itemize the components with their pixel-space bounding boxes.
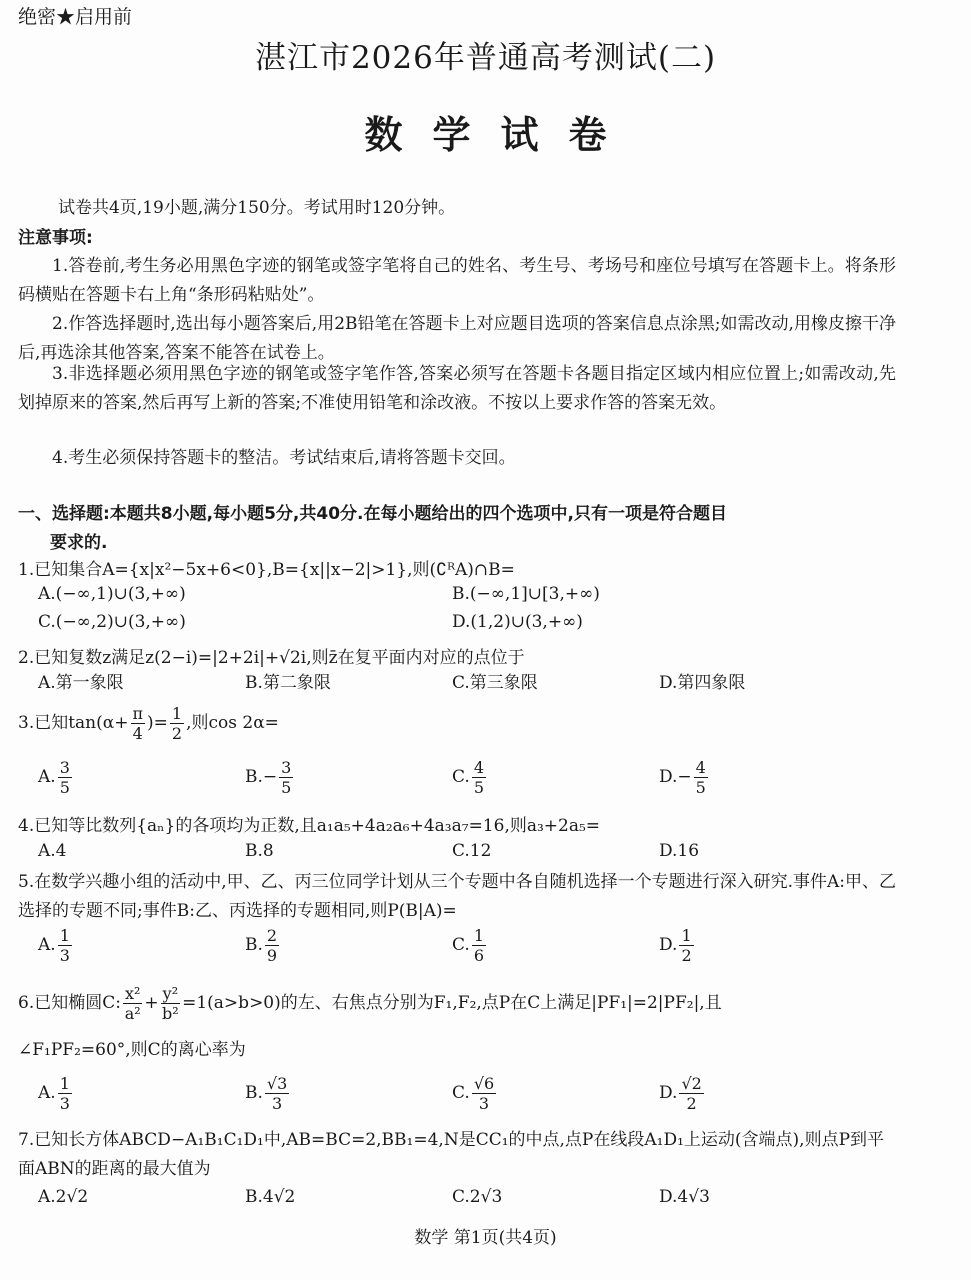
question-2-option-a: A.第一象限 [38,673,124,693]
option-fraction [472,758,486,797]
question-3-stem [18,704,898,743]
fraction-den: 5 [473,778,484,797]
exam-info: 试卷共4页,19小题,满分150分。考试用时120分钟。 [58,198,456,218]
option-label: B. [245,935,263,955]
option-fraction [679,926,693,965]
fraction-num: 1 [473,926,484,945]
fraction-den: 6 [473,946,484,965]
question-2-option-b: B.第二象限 [245,673,331,693]
question-6-option-d [659,1074,706,1113]
fraction-num: 3 [59,758,70,777]
question-4-option-a: A.4 [38,841,67,861]
question-6-option-b [245,1074,291,1113]
fraction-den: 3 [59,1094,70,1113]
option-label: A. [38,935,56,955]
question-3-option-b [245,758,295,797]
section-heading-line2: 要求的. [50,533,108,553]
option-label: B. [245,1083,263,1103]
option-fraction [265,1074,289,1113]
section-heading [18,500,898,558]
question-4-stem: 4.已知等比数列{aₙ}的各项均为正数,且a₁a₅+4a₂a₆+4a₃a₇=16,则a₃+2a₅= [18,816,601,836]
question-6-option-c [452,1074,498,1113]
question-6-stem [18,984,898,1023]
fraction-den: 9 [266,946,278,965]
question-7-option-c: C.2√3 [452,1187,503,1207]
q6-plus: + [144,993,159,1013]
question-2-stem: 2.已知复数z满足z(2−i)=|2+2i|+√2i,则z̄在复平面内对应的点位于 [18,648,525,668]
fraction-den: 3 [272,1094,283,1113]
q3-stem-start: 3.已知tan [18,713,97,733]
q3-pi-num: π [132,704,144,723]
q6-y-den: b² [162,1004,179,1023]
fraction-den: 5 [59,778,70,797]
question-1-option-c: C.(−∞,2)∪(3,+∞) [38,612,186,632]
question-7-stem: 7.已知长方体ABCD−A₁B₁C₁D₁中,AB=BC=2,BB₁=4,N是CC₁的中点,点P在线段A₁D₁上运动(含端点),则点P到平面ABN的距离的最大值为 [18,1130,885,1179]
question-6-option-a [38,1074,74,1113]
notice-item-4: 4.考生必须保持答题卡的整洁。考试结束后,请将答题卡交回。 [52,448,516,468]
q6-x-num: x² [124,984,141,1003]
fraction-den: 5 [695,778,706,797]
option-fraction [472,926,486,965]
question-7-option-a: A.2√2 [38,1187,89,1207]
fraction-den: 3 [478,1094,490,1113]
q6-y-fraction [161,984,180,1023]
section-heading-line1: 一、选择题:本题共8小题,每小题5分,共40分.在每小题给出的四个选项中,只有一项是符合题目 [18,504,727,524]
page-footer: 数学 第1页(共4页) [414,1228,557,1248]
fraction-num: 1 [59,926,70,945]
option-label: C. [452,935,470,955]
question-4-option-c: C.12 [452,841,492,861]
option-label: D. [659,1083,678,1103]
question-4-option-d: D.16 [659,841,700,861]
fraction-den: 5 [281,778,292,797]
fraction-den: 2 [686,1094,697,1113]
question-5-option-b [245,926,281,965]
option-fraction [679,1074,703,1113]
question-7-option-d: D.4√3 [659,1187,710,1207]
q3-paren-close: )= [147,713,168,733]
question-1-option-b: B.(−∞,1]∪[3,+∞) [452,584,600,604]
option-label: D.− [659,767,692,787]
q6-x-den: a² [124,1004,141,1023]
notice-item-2: 2.作答选择题时,选出每小题答案后,用2B铅笔在答题卡上对应题目选项的答案信息点涂黑;如需改动,用橡皮擦干净后,再选涂其他答案,答案不能答在试卷上。 [18,314,896,363]
fraction-num: 4 [695,758,706,777]
option-label: C. [452,767,470,787]
question-3-option-c [452,758,488,797]
fraction-num: √3 [266,1074,288,1093]
question-3-option-a [38,758,74,797]
fraction-num: 4 [473,758,484,777]
question-1-option-a: A.(−∞,1)∪(3,+∞) [38,584,186,604]
question-5-stem: 5.在数学兴趣小组的活动中,甲、乙、丙三位同学计划从三个专题中各自随机选择一个专题进行深入研究.事件A:甲、乙选择的专题不同;事件B:乙、丙选择的专题相同,则P(B|A)= [18,872,897,921]
option-fraction [279,758,293,797]
fraction-num: 3 [281,758,292,777]
q6-stem-start: 6.已知椭圆C: [18,993,121,1013]
notice-item-1: 1.答卷前,考生务必用黑色字迹的钢笔或签字笔将自己的姓名、考生号、考场号和座位号填写在答题卡上。将条形码横贴在答题卡右上角“条形码粘贴处”。 [18,256,896,305]
option-fraction [265,926,279,965]
q6-y-num: y² [162,984,179,1003]
option-label: C. [452,1083,470,1103]
notice-item-3: 3.非选择题必须用黑色字迹的钢笔或签字笔作答,答案必须写在答题卡各题目指定区域内相应位置上;如需改动,先划掉原来的答案,然后再写上新的答案;不准使用铅笔和涂改液。不按以上要求作答的答案无效。 [18,364,896,413]
fraction-den: 3 [59,946,70,965]
fraction-num: 1 [681,926,692,945]
exam-title: 湛江市2026年普通高考测试(二) [254,40,717,76]
q3-rhs-den: 2 [171,724,183,743]
question-5-option-c [452,926,488,965]
question-5-option-d [659,926,696,965]
option-label: A. [38,767,56,787]
option-fraction [694,758,708,797]
fraction-den: 2 [681,946,692,965]
option-fraction [58,1074,72,1113]
question-6-stem-line2: ∠F₁PF₂=60°,则C的离心率为 [18,1040,246,1060]
question-1-stem: 1.已知集合A={x|x²−5x+6<0},B={x||x−2|>1},则(∁ᴿA)∩B= [18,560,515,580]
q3-stem-end: ,则cos 2α= [186,713,279,733]
question-1-option-d: D.(1,2)∪(3,+∞) [452,612,583,632]
q3-rhs-num: 1 [171,704,183,723]
q3-pi-fraction [131,704,146,743]
q3-paren-open: (α+ [96,713,129,733]
fraction-num: √2 [681,1074,702,1093]
option-fraction [472,1074,496,1113]
question-3-option-d [659,758,710,797]
option-label: B.− [245,767,278,787]
fraction-num: √6 [473,1074,495,1093]
fraction-num: 1 [59,1074,70,1093]
option-label: A. [38,1083,56,1103]
option-fraction [58,758,72,797]
option-label: D. [659,935,678,955]
option-fraction [58,926,72,965]
question-4-option-b: B.8 [245,841,274,861]
q6-stem-mid: =1(a>b>0)的左、右焦点分别为F₁,F₂,点P在C上满足|PF₁|=2|PF₂|,且 [182,993,722,1013]
confidential-mark: 绝密★启用前 [18,6,133,28]
question-7-option-b: B.4√2 [245,1187,296,1207]
q3-rhs-fraction [170,704,184,743]
fraction-num: 2 [266,926,278,945]
question-2-option-d: D.第四象限 [659,673,746,693]
question-2-option-c: C.第三象限 [452,673,538,693]
q6-x-fraction [123,984,142,1023]
subject-title: 数学试卷 [364,112,637,157]
q3-pi-den: 4 [132,724,143,743]
question-5-option-a [38,926,74,965]
notice-heading: 注意事项: [18,228,93,248]
